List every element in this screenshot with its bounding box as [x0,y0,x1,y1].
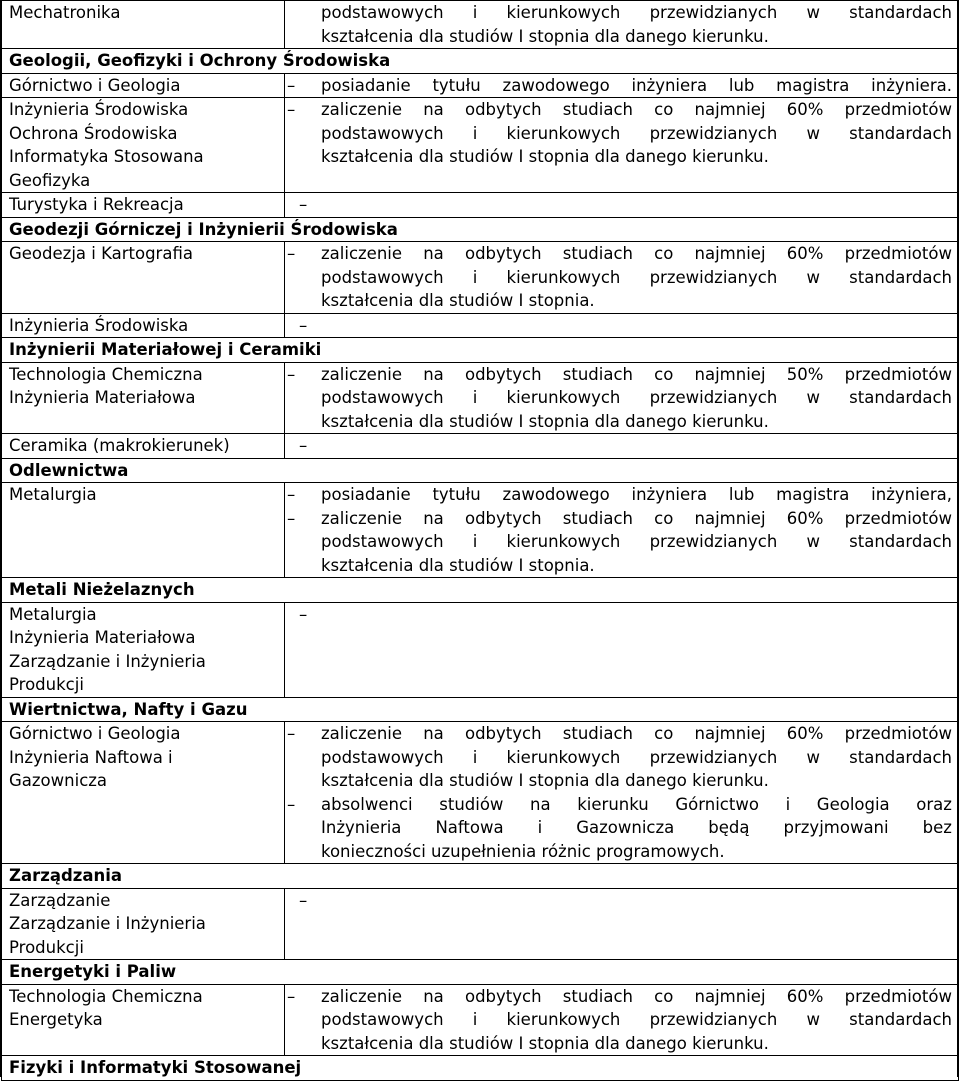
program-cell [2,483,285,578]
faculty-title: Wiertnictwa, Nafty i Gazu [2,697,959,722]
dash-bullet: – [299,315,308,335]
requirement-text-line: podstawowych i kierunkowych przewidzianych w standardach [321,1010,952,1029]
dash-bullet: – [287,100,296,119]
program-cell [2,313,285,338]
table-row [2,984,959,1056]
requirement-item [285,363,952,434]
dash-bullet: – [287,364,296,384]
requirement-cell [285,242,959,314]
program-name: Zarządzanie [9,890,111,910]
faculty-section-row [2,697,959,722]
dash-bullet: – [287,724,296,743]
table-row [2,434,959,459]
faculty-section-row [2,960,959,985]
faculty-section-row [2,458,959,483]
requirements-table [1,0,959,1081]
dash-bullet: – [287,75,296,95]
program-cell [2,1,285,49]
program-name: Energetyka [9,1010,103,1029]
faculty-title: Geodezji Górniczej i Inżynierii Środowiska [2,217,959,242]
dash-bullet: – [299,890,308,910]
requirement-cell [285,362,959,434]
program-cell [2,98,285,193]
program-name: Metalurgia [9,485,97,504]
requirement-item [285,985,952,1056]
program-name: Mechatronika [9,3,121,22]
requirement-text-line: zaliczenie na odbytych studiach co najmniej 50% przedmiotów [321,364,952,384]
table-row [2,362,959,434]
faculty-section-row [2,49,959,74]
table-row [2,1,959,49]
program-name: Ceramika (makrokierunek) [9,436,230,455]
program-name: Górnictwo i Geologia [9,724,181,743]
program-cell [2,984,285,1056]
table-row [2,313,959,338]
requirement-text-line: zaliczenie na odbytych studiach co najmniej 60% przedmiotów [321,100,952,119]
table-row [2,193,959,218]
program-cell [2,602,285,697]
program-name: Inżynieria Materiałowa [9,388,196,407]
requirement-cell [285,602,959,697]
table-row [2,242,959,314]
faculty-title: Geologii, Geofizyki i Ochrony Środowiska [2,49,959,74]
faculty-title: Metali Nieżelaznych [2,578,959,603]
program-cell [2,888,285,960]
requirement-text-line: konieczności uzupełnienia różnic programowych. [321,841,725,861]
requirement-continuation [285,1,952,48]
dash-bullet: – [287,986,296,1006]
faculty-section-row [2,578,959,603]
requirement-item [285,507,952,578]
requirement-text-line: zaliczenie na odbytych studiach co najmniej 60% przedmiotów [321,244,952,263]
dash-bullet: – [287,485,296,504]
dash-bullet: – [299,195,308,214]
faculty-section-row [2,1056,959,1081]
requirement-item [285,74,952,98]
requirement-text-line: zaliczenie na odbytych studiach co najmniej 60% przedmiotów [321,508,952,528]
requirement-cell [285,98,959,193]
program-name: Górnictwo i Geologia [9,75,181,95]
table-row [2,73,959,98]
program-cell [2,722,285,864]
program-name: Zarządzanie i Inżynieria [9,914,206,933]
faculty-section-row [2,338,959,363]
program-name: Ochrona Środowiska [9,123,178,143]
requirement-text-line: podstawowych i kierunkowych przewidzianych w standardach [321,532,952,551]
requirement-text-line: posiadanie tytułu zawodowego inżyniera lub magistra inżyniera, [321,485,952,504]
dash-bullet: – [287,794,296,814]
requirement-text-line: kształcenia dla studiów I stopnia. [321,291,595,310]
program-cell [2,242,285,314]
requirement-text-line: kształcenia dla studiów I stopnia dla danego kierunku. [321,1033,769,1053]
program-name: Inżynieria Środowiska [9,315,189,335]
requirement-cell [285,73,959,98]
program-name: Geodezja i Kartografia [9,244,193,263]
table-row [2,602,959,697]
requirement-text-line: kształcenia dla studiów I stopnia dla danego kierunku. [321,147,769,166]
program-name: Geofizyka [9,170,91,190]
requirement-cell [285,1,959,49]
requirement-text-line: kształcenia dla studiów I stopnia dla danego kierunku. [321,411,769,431]
program-name: Gazownicza [9,771,108,790]
table-row [2,722,959,864]
dash-bullet: – [299,604,308,624]
requirement-text-line: kształcenia dla studiów I stopnia. [321,555,595,575]
requirement-cell [285,483,959,578]
requirement-text-line: podstawowych i kierunkowych przewidzianych w standardach [321,267,952,287]
requirement-text-line: podstawowych i kierunkowych przewidzianych w standardach [321,3,952,22]
faculty-section-row [2,864,959,889]
table-row [2,888,959,960]
program-cell [2,73,285,98]
requirement-cell [285,984,959,1056]
faculty-title: Energetyki i Paliw [2,960,959,985]
requirement-item [285,98,952,169]
program-name: Technologia Chemiczna [9,986,203,1006]
program-cell [2,434,285,459]
program-name: Inżynieria Materiałowa [9,628,196,647]
faculty-title: Inżynierii Materiałowej i Ceramiki [2,338,959,363]
program-name: Zarządzanie i Inżynieria [9,651,206,671]
requirement-text-line: zaliczenie na odbytych studiach co najmniej 60% przedmiotów [321,986,952,1006]
faculty-section-row [2,217,959,242]
requirement-text-line: kształcenia dla studiów I stopnia dla danego kierunku. [321,26,769,46]
requirement-cell [285,434,959,459]
requirement-cell [285,313,959,338]
requirement-text-line: Inżynieria Naftowa i Gazownicza będą przyjmowani bez [321,818,952,837]
program-name: Technologia Chemiczna [9,364,203,384]
dash-bullet: – [287,244,296,263]
requirement-cell [285,193,959,218]
program-name: Informatyka Stosowana [9,147,204,166]
program-name: Inżynieria Środowiska [9,100,189,119]
requirement-text-line: podstawowych i kierunkowych przewidzianych w standardach [321,123,952,143]
requirement-item [285,483,952,507]
program-name: Produkcji [9,937,84,957]
program-name: Metalurgia [9,604,97,624]
program-cell [2,193,285,218]
requirement-text-line: zaliczenie na odbytych studiach co najmniej 60% przedmiotów [321,724,952,743]
table-row [2,483,959,578]
program-name: Inżynieria Naftowa i [9,747,173,767]
program-cell [2,362,285,434]
requirement-cell [285,888,959,960]
requirements-table-body [2,1,959,1081]
requirement-text-line: posiadanie tytułu zawodowego inżyniera lub magistra inżyniera. [321,75,952,95]
requirement-text-line: kształcenia dla studiów I stopnia dla danego kierunku. [321,771,769,790]
program-name: Produkcji [9,675,84,694]
faculty-title: Fizyki i Informatyki Stosowanej [2,1056,959,1081]
requirement-text-line: podstawowych i kierunkowych przewidzianych w standardach [321,747,952,767]
faculty-title: Zarządzania [2,864,959,889]
table-row [2,98,959,193]
requirement-cell [285,722,959,864]
dash-bullet: – [287,508,296,528]
program-name: Turystyka i Rekreacja [9,195,184,214]
requirement-text-line: podstawowych i kierunkowych przewidzianych w standardach [321,388,952,407]
requirement-text-line: absolwenci studiów na kierunku Górnictwo i Geologia oraz [321,794,952,814]
requirement-item [285,242,952,313]
dash-bullet: – [299,436,308,455]
faculty-title: Odlewnictwa [2,458,959,483]
requirement-item [285,793,952,864]
requirement-item [285,722,952,793]
